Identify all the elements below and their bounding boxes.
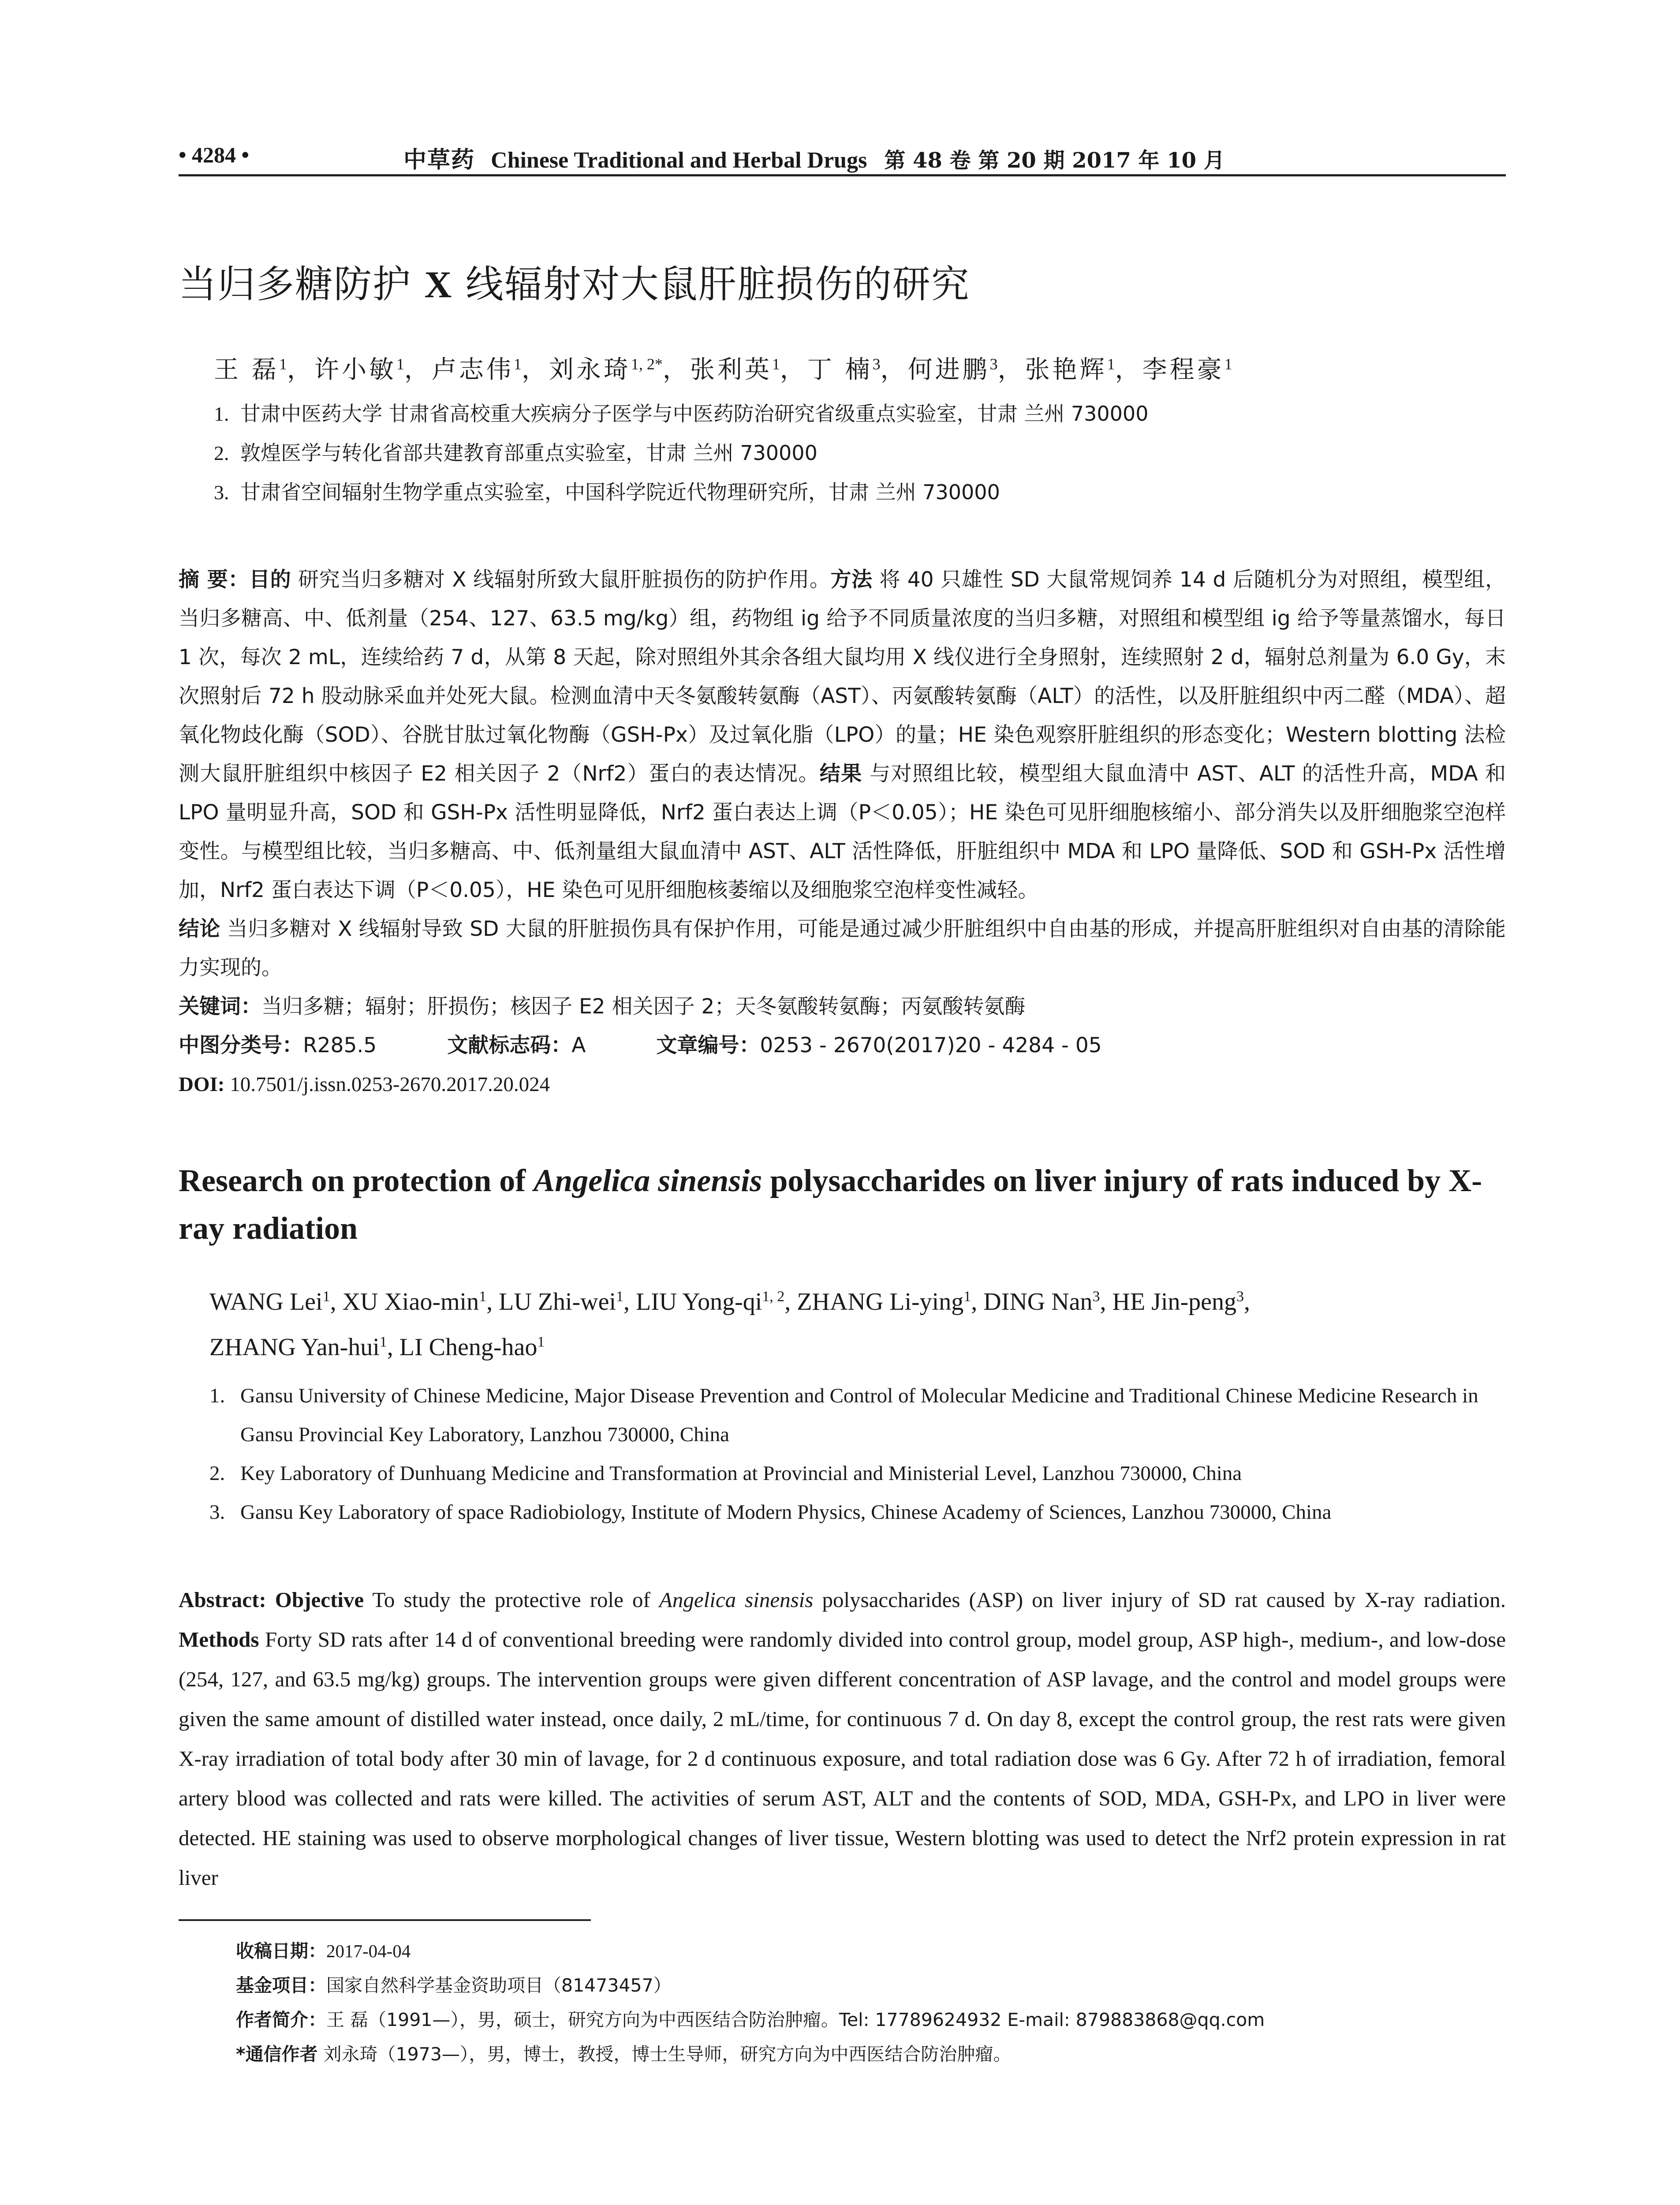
affiliation-cn: 3. 甘肃省空间辐射生物学重点实验室，中国科学院近代物理研究所，甘肃 兰州 730000 xyxy=(214,480,1000,504)
author-cn: 卢志伟$^1$， xyxy=(431,355,549,384)
author-en: ZHANG Yan-hui$^1$, xyxy=(209,1334,399,1361)
author-en: LI Cheng-hao$^1$ xyxy=(399,1334,545,1361)
author-cn: 许小敏$^1$， xyxy=(314,355,432,384)
affiliation-en: 1. Gansu University of Chinese Medicine, Major Disease Prevention and Control of Molecular Medicine and Traditional Chinese Medicine Research in Gansu Provincial Key Laboratory, Lanzhou 730000, China xyxy=(209,1384,1478,1446)
author-cn: 李程豪$^1$ xyxy=(1142,355,1232,384)
author-en: LU Zhi-wei$^1$, xyxy=(499,1288,636,1316)
author-en: ZHANG Li-ying$^1$, xyxy=(797,1288,984,1316)
abstract-en: Abstract: Objective To study the protective role of Angelica sinensis polysaccharides (ASP) on liver injury of SD rat caused by X-ray radiation. Methods Forty SD rats after 14 d of conventional breeding were randomly divided into control group, model group, ASP high-, medium-, and low-dose (254, 127, and 63.5 mg/kg) groups. The intervention groups were given different concentration of ASP lavage, and the control and model groups were given the same amount of distilled water instead, once daily, 2 mL/time, for continuous 7 d. On day 8, except the control group, the rest rats were given X-ray irradiation of total body after 30 min of lavage, for 2 d continuous exposure, and total radiation dose was 6 Gy. After 72 h of irradiation, femoral artery blood was collected and rats were killed. The activities of serum AST, ALT and the contents of SOD, MDA, GSH-Px, and LPO in liver were detected. HE staining was used to observe morphological changes of liver tissue, Western blotting was used to detect the Nrf2 protein expression in rat liver xyxy=(179,1588,1506,1890)
paper-page xyxy=(179,132,1506,1898)
author-cn: 王 磊$^1$， xyxy=(214,355,314,384)
keywords-cn: 关键词：当归多糖；辐射；肝损伤；核因子 E2 相关因子 2；天冬氨酸转氨酶；丙氨酸转氨酶 xyxy=(179,994,1026,1019)
author-en: DING Nan$^3$, xyxy=(983,1288,1113,1316)
footnote-received: 收稿日期：2017-04-04 xyxy=(236,1940,411,1962)
affiliation-cn: 2. 敦煌医学与转化省部共建教育部重点实验室，甘肃 兰州 730000 xyxy=(214,441,818,465)
author-en: HE Jin-peng$^3$, xyxy=(1112,1288,1251,1316)
running-header xyxy=(179,132,1506,176)
footnote-rule xyxy=(179,1919,591,1921)
page-number: • 4284 • xyxy=(179,142,250,167)
journal-name-cn: 中草药 xyxy=(403,146,475,173)
issue-info: 第 48 卷 第 20 期 2017 年 10 月 xyxy=(884,148,1225,173)
doi-line: DOI: 10.7501/j.issn.0253-2670.2017.20.024 xyxy=(179,1073,550,1096)
authors-cn xyxy=(179,350,1506,385)
author-cn: 丁 楠$^3$， xyxy=(807,355,908,384)
author-cn: 张利英$^1$， xyxy=(690,355,807,384)
footnote-funding: 基金项目：国家自然科学基金资助项目（81473457） xyxy=(236,1975,672,1996)
footnote-author-bio: 作者简介：王 磊（1991—），男，硕士，研究方向为中西医结合防治肿瘤。Tel: 17789624932 E-mail: 879883868@qq.com xyxy=(236,2009,1265,2030)
footnotes xyxy=(236,1934,1506,2071)
author-en: LIU Yong-qi$^{1, 2}$, xyxy=(636,1288,797,1316)
author-cn: 刘永琦$^{1, 2*}$， xyxy=(549,355,690,384)
author-en: XU Xiao-$\min^1$, xyxy=(342,1288,499,1316)
affiliations-cn xyxy=(179,394,1506,512)
journal-name-en: Chinese Traditional and Herbal Drugs xyxy=(491,148,867,173)
affiliation-cn: 1. 甘肃中医药大学 甘肃省高校重大疾病分子医学与中医药防治研究省级重点实验室，甘肃 兰州 730000 xyxy=(214,402,1149,426)
footnote-corresponding: *通信作者 刘永琦（1973—），男，博士，教授，博士生导师，研究方向为中西医结合防治肿瘤。 xyxy=(236,2044,1012,2065)
affiliations-en xyxy=(179,1376,1506,1532)
author-cn: 何进鹏$^3$， xyxy=(907,355,1025,384)
classification-line: 中图分类号：R285.5 文献标志码：A 文章编号：0253 - 2670(2017)20 - 4284 - 05 xyxy=(179,1033,1102,1058)
abstract-cn: 摘 要：目的 研究当归多糖对 X 线辐射所致大鼠肝脏损伤的防护作用。方法 将 40 只雄性 SD 大鼠常规饲养 14 d 后随机分为对照组，模型组，当归多糖高、中、低剂量（254、127、63.5 mg/kg）组，药物组 ig 给予不同质量浓度的当归多糖，对照组和模型组 ig 给予等量蒸馏水，每日 1 次，每次 2 mL，连续给药 7 d，从第 8 天起，除对照组外其余各组大鼠均用 X 线仪进行全身照射，连续照射 2 d，辐射总剂量为 6.0 Gy，末次照射后 72 h 股动脉采血并处死大鼠。检测血清中天冬氨酸转氨酶（AST）、丙氨酸转氨酶（ALT）的活性，以及肝脏组织中丙二醛（MDA）、超氧化物歧化酶（SOD）、谷胱甘肽过氧化物酶（GSH-Px）及过氧化脂（LPO）的量；HE 染色观察肝脏组织的形态变化；Western blotting 法检测大鼠肝脏组织中核因子 E2 相关因子 2（Nrf2）蛋白的表达情况。结果 与对照组比较，模型组大鼠血清中 AST、ALT 的活性升高，MDA 和 LPO 量明显升高，SOD 和 GSH-Px 活性明显降低，Nrf2 蛋白表达上调（P＜0.05）；HE 染色可见肝细胞核缩小、部分消失以及肝细胞浆空泡样变性。与模型组比较，当归多糖高、中、低剂量组大鼠血清中 AST、ALT 活性降低，肝脏组织中 MDA 和 LPO 量降低、SOD 和 GSH-Px 活性增加，Nrf2 蛋白表达下调（P＜0.05），HE 染色可见肝细胞核萎缩以及细胞浆空泡样变性减轻。 结论 当归多糖对 X 线辐射导致 SD 大鼠的肝脏损伤具有保护作用，可能是通过减少肝脏组织中自由基的形成，并提高肝脏组织对自由基的清除能力实现的。 xyxy=(179,568,1506,980)
title-cn: 当归多糖防护 X 线辐射对大鼠肝脏损伤的研究 xyxy=(179,262,970,306)
author-en: WANG Lei$^1$, xyxy=(209,1288,343,1316)
author-cn: 张艳辉$^1$， xyxy=(1025,355,1142,384)
journal-name xyxy=(403,141,1225,174)
title-en: Research on protection of Angelica sinensis polysaccharides on liver injury of rats induced by X-ray radiation xyxy=(179,1163,1482,1246)
affiliation-en: 2. Key Laboratory of Dunhuang Medicine and Transformation at Provincial and Ministerial Level, Lanzhou 730000, China xyxy=(209,1462,1242,1485)
affiliation-en: 3. Gansu Key Laboratory of space Radiobiology, Institute of Modern Physics, Chinese Academy of Sciences, Lanzhou 730000, China xyxy=(209,1501,1332,1524)
authors-en xyxy=(179,1276,1506,1368)
